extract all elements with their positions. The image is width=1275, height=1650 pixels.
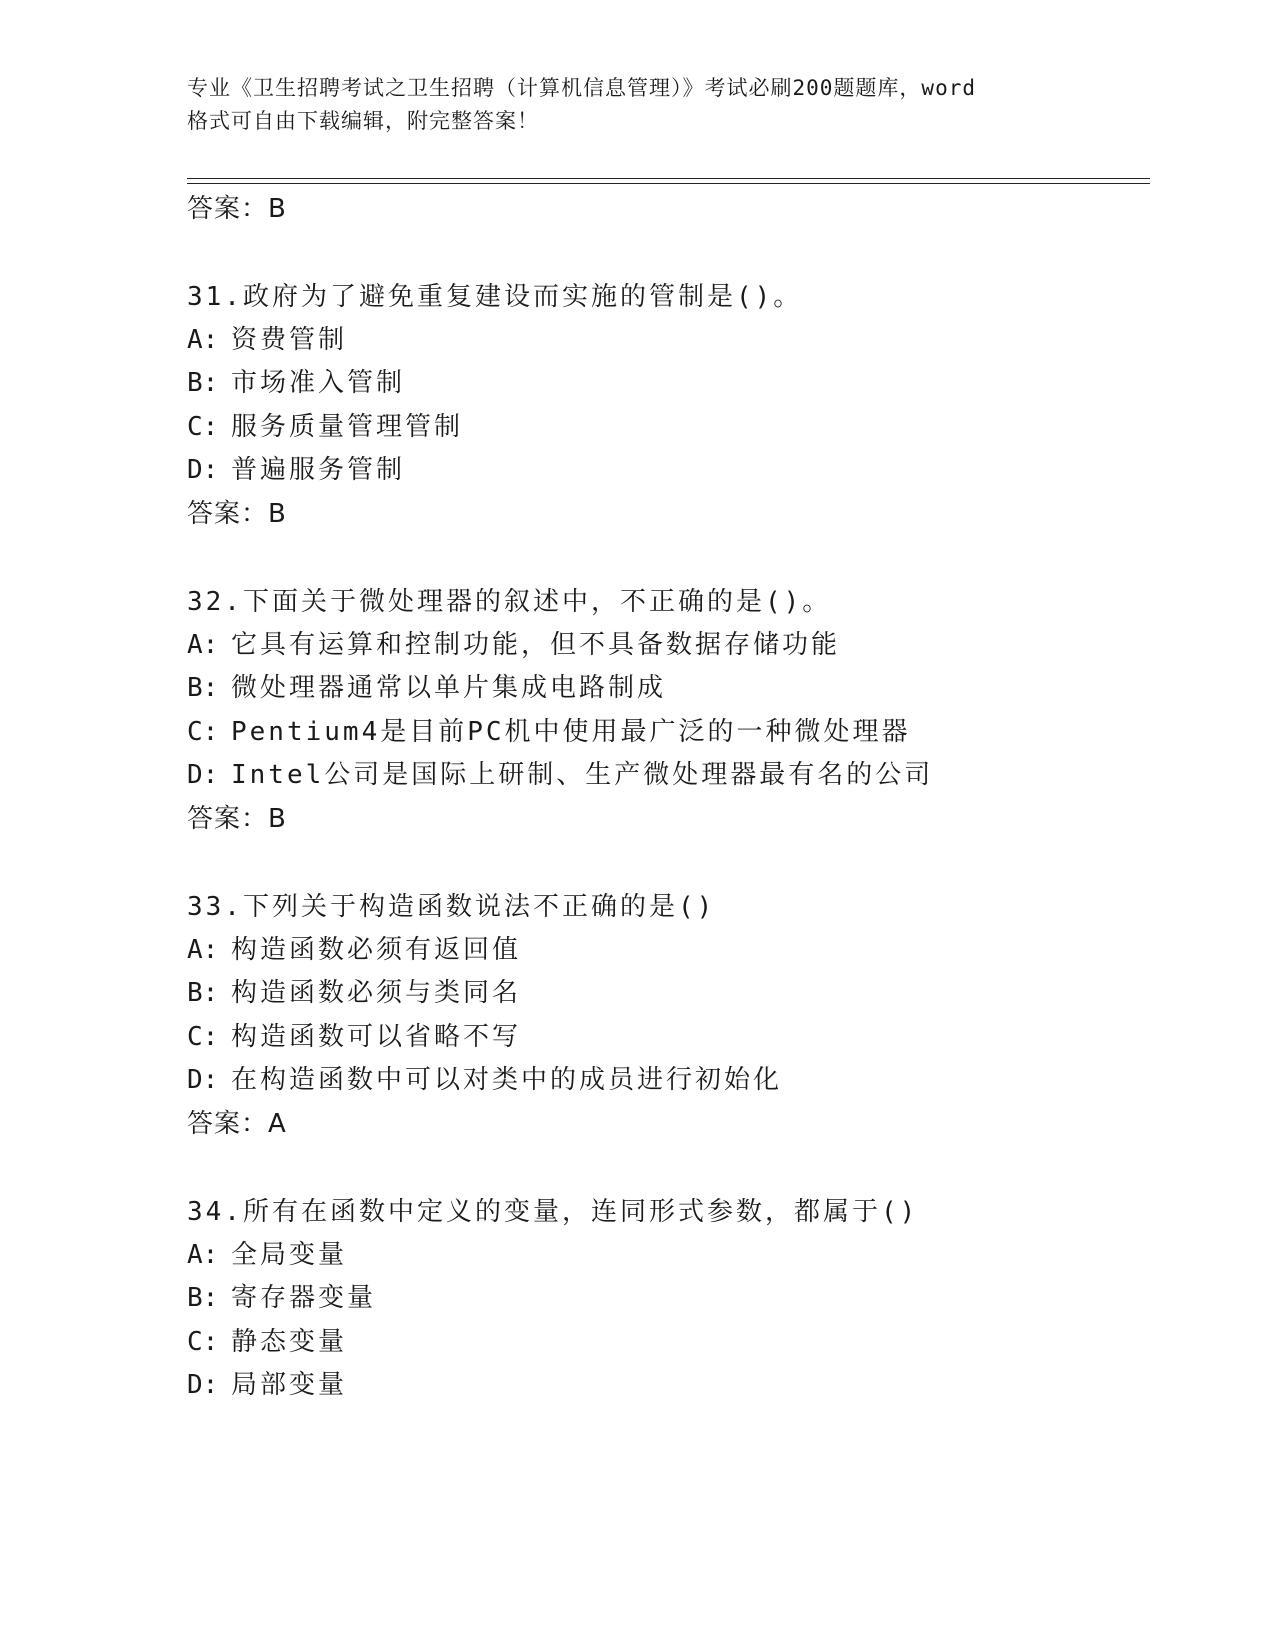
header-divider-bottom: [187, 183, 1150, 184]
option-label: B:: [187, 1283, 219, 1313]
header-line-1: 专业《卫生招聘考试之卫生招聘（计算机信息管理）》考试必刷200题题库，word: [187, 76, 976, 100]
question-31-option-a: [187, 323, 347, 357]
option-text: 寄存器变量: [231, 1283, 377, 1313]
option-label: C:: [187, 412, 219, 442]
option-label: A:: [187, 935, 219, 965]
option-text: 全局变量: [231, 1240, 348, 1270]
option-label: C:: [187, 1022, 219, 1052]
option-label: B:: [187, 673, 219, 703]
question-33-option-b: [187, 976, 521, 1010]
header-divider-top: [187, 178, 1150, 179]
question-33-option-a: [187, 933, 521, 967]
option-label: D:: [187, 1065, 219, 1095]
question-33-option-c: [187, 1020, 521, 1054]
option-text: 它具有运算和控制功能，但不具备数据存储功能: [231, 630, 841, 660]
option-text: 服务质量管理管制: [231, 412, 464, 442]
question-31-option-b: [187, 366, 405, 400]
option-text: 普遍服务管制: [231, 455, 406, 485]
question-32-option-d: [187, 758, 933, 792]
option-text: Pentium4是目前PC机中使用最广泛的一种微处理器: [231, 717, 911, 747]
question-33-stem: 33.下列关于构造函数说法不正确的是(): [187, 892, 716, 922]
option-text: 构造函数必须与类同名: [231, 978, 522, 1008]
option-label: A:: [187, 630, 219, 660]
header-line-2: 格式可自由下载编辑，附完整答案！: [187, 109, 539, 133]
option-text: 微处理器通常以单片集成电路制成: [231, 673, 667, 703]
option-label: D:: [187, 760, 219, 790]
question-32-option-c: [187, 715, 911, 749]
option-text: 局部变量: [231, 1370, 348, 1400]
question-34-option-b: [187, 1281, 376, 1315]
option-text: 构造函数可以省略不写: [231, 1022, 522, 1052]
answer-q30: 答案：B: [187, 194, 287, 224]
question-34-stem: 34.所有在函数中定义的变量，连同形式参数，都属于(): [187, 1197, 919, 1227]
answer-q33: 答案：A: [187, 1109, 287, 1139]
question-33-option-d: [187, 1063, 782, 1097]
question-31-option-d: [187, 453, 405, 487]
option-text: 市场准入管制: [231, 368, 406, 398]
answer-q32: 答案：B: [187, 804, 287, 834]
option-text: Intel公司是国际上研制、生产微处理器最有名的公司: [231, 760, 934, 790]
option-label: C:: [187, 717, 219, 747]
option-label: D:: [187, 1370, 219, 1400]
answer-q31: 答案：B: [187, 499, 287, 529]
question-32-stem: 32.下面关于微处理器的叙述中，不正确的是()。: [187, 587, 832, 617]
option-label: C:: [187, 1327, 219, 1357]
option-text: 构造函数必须有返回值: [231, 935, 522, 965]
document-header: [187, 72, 1087, 138]
question-31-stem: 31.政府为了避免重复建设而实施的管制是()。: [187, 282, 803, 312]
option-text: 在构造函数中可以对类中的成员进行初始化: [231, 1065, 783, 1095]
question-34-option-c: [187, 1325, 347, 1359]
question-32-option-a: [187, 628, 840, 662]
question-34-option-d: [187, 1368, 347, 1402]
question-32-option-b: [187, 671, 666, 705]
option-label: D:: [187, 455, 219, 485]
option-label: B:: [187, 978, 219, 1008]
option-text: 资费管制: [231, 325, 348, 355]
option-label: A:: [187, 1240, 219, 1270]
question-31-option-c: [187, 410, 463, 444]
option-text: 静态变量: [231, 1327, 348, 1357]
option-label: B:: [187, 368, 219, 398]
question-34-option-a: [187, 1238, 347, 1272]
option-label: A:: [187, 325, 219, 355]
